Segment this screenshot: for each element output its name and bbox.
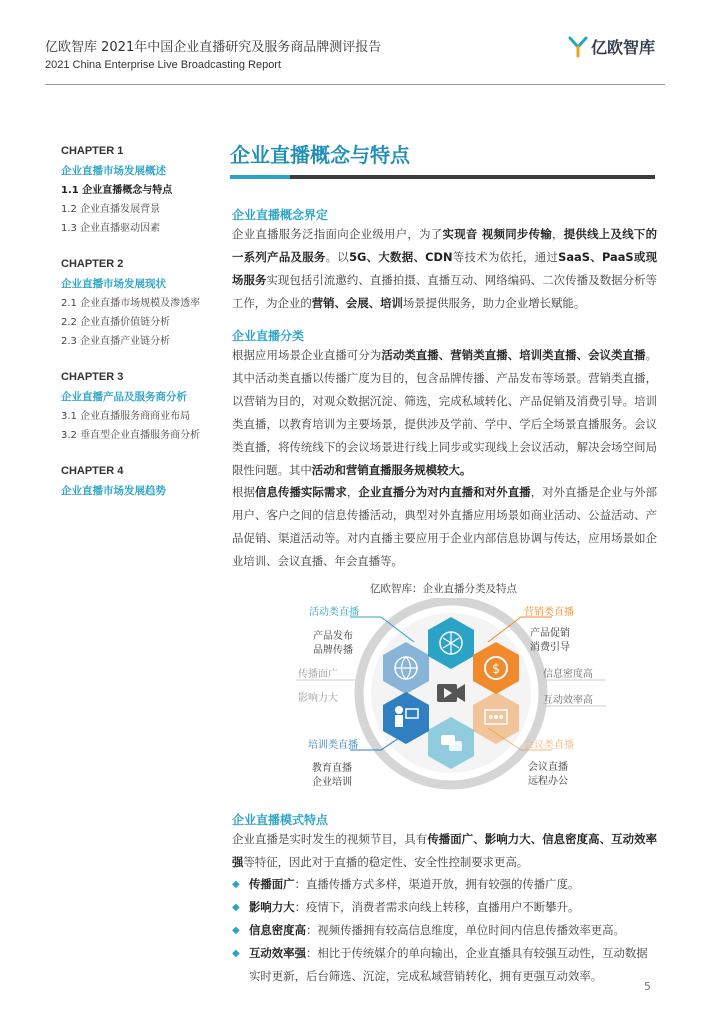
toc-item[interactable]: 2.2 企业直播价值链分析 xyxy=(61,317,171,328)
chapter-title[interactable]: 企业直播市场发展概述 xyxy=(61,165,166,177)
label-activity: 活动类直播 xyxy=(309,607,359,618)
text-bold: 实现音 视频同步传输 xyxy=(442,227,553,241)
bullet-key: 影响力大 xyxy=(249,900,295,914)
bullet-text: ：相比于传统媒介的单向输出，企业直播具有较强互动性，互动数据实时更新，后台筛选、沉淀，完成私域营销转化，拥有更强互动效率。 xyxy=(249,946,648,983)
text: 企业直播服务泛指面向企业级用户，为了 xyxy=(232,227,443,241)
text: 企业直播是实时发生的视频节目，具有 xyxy=(232,832,428,846)
toc-item[interactable]: 1.2 企业直播发展背景 xyxy=(61,204,161,215)
classification-diagram xyxy=(286,598,616,798)
diamond-icon: ◆ xyxy=(232,879,240,890)
text: 。以 xyxy=(325,250,350,264)
text: ， xyxy=(552,227,564,241)
diamond-icon: ◆ xyxy=(232,948,240,959)
toc-item[interactable]: 3.2 垂直型企业直播服务商分析 xyxy=(61,430,201,441)
toc-item[interactable]: 2.3 企业直播产业链分析 xyxy=(61,336,171,347)
label-marketing-d1: 产品促销 xyxy=(530,628,570,639)
diamond-icon: ◆ xyxy=(232,925,240,936)
chapter-3 xyxy=(61,368,221,445)
page-number: 5 xyxy=(644,980,651,993)
chapter-title[interactable]: 企业直播市场发展趋势 xyxy=(61,485,166,497)
label-activity-d2: 品牌传播 xyxy=(313,645,353,656)
bullet-text: ：视频传播拥有较高信息维度，单位时间内信息传播效率更高。 xyxy=(305,923,625,937)
text: ， xyxy=(346,485,359,499)
chapter-title[interactable]: 企业直播产品及服务商分析 xyxy=(61,391,187,403)
report-title: 亿欧智库 2021年中国企业直播研究及服务商品牌测评报告 xyxy=(45,40,382,55)
chapter-title[interactable]: 企业直播市场发展现状 xyxy=(61,278,166,290)
report-subtitle: 2021 China Enterprise Live Broadcasting Report xyxy=(45,59,282,71)
label-meeting-d1: 会议直播 xyxy=(528,762,568,773)
paragraph xyxy=(232,828,657,874)
chapter-1 xyxy=(61,142,221,238)
section-heading: 企业直播概念界定 xyxy=(232,208,329,222)
text: 等技术为依托，通过 xyxy=(452,250,559,264)
diamond-icon: ◆ xyxy=(232,902,240,913)
label-training-d2: 企业培训 xyxy=(312,777,352,788)
chapter-label: CHAPTER 4 xyxy=(61,465,124,477)
text: 根据 xyxy=(232,485,255,499)
list-item xyxy=(232,942,657,988)
text-bold: SaaS、PaaS或现场服务 xyxy=(232,250,657,287)
bullet-key: 信息密度高 xyxy=(249,923,306,937)
title-underline xyxy=(230,175,655,179)
section-heading: 企业直播分类 xyxy=(232,329,305,343)
toc-item[interactable]: 1.1 企业直播概念与特点 xyxy=(61,185,173,196)
label-meeting-d2: 远程办公 xyxy=(528,776,568,787)
svg-text:$: $ xyxy=(491,662,501,677)
chapter-4 xyxy=(61,462,221,501)
bullet-text: ：疫情下，消费者需求向线上转移，直播用户不断攀升。 xyxy=(294,900,580,914)
label-activity-d1: 产品发布 xyxy=(313,631,353,642)
text-bold: 企业直播分为对内直播和对外直播 xyxy=(358,485,531,499)
table-of-contents xyxy=(61,142,221,518)
toc-item[interactable]: 2.1 企业直播市场规模及渗透率 xyxy=(61,298,201,309)
label-right1: 信息密度高 xyxy=(543,669,593,680)
chapter-label: CHAPTER 1 xyxy=(61,145,124,157)
label-training: 培训类直播 xyxy=(308,740,358,751)
text: 场景提供服务，助力企业增长赋能。 xyxy=(402,296,586,310)
label-left2: 影响力大 xyxy=(298,693,338,704)
paragraph xyxy=(232,223,657,315)
label-marketing: 营销类直播 xyxy=(524,607,574,618)
paragraph xyxy=(232,344,657,482)
chapter-label: CHAPTER 3 xyxy=(61,371,124,383)
list-item xyxy=(232,919,657,942)
text-bold: 信息传播实际需求 xyxy=(254,485,347,499)
logo-text: 亿欧智库 xyxy=(591,38,656,57)
label-right2: 互动效率高 xyxy=(543,695,593,706)
text: 。其中活动类直播以传播广度为目的，包含品牌传播、产品发布等场景。营销类直播，以营销为目的，对观众数据沉淀、筛选，完成私域转化、产品促销及消费引导。培训类直播，以教育培训为主要场景，提供涉及学前、学中、学后全场景直播服务。会议类直播，将传统线下的会议场景进行线上同步或实现线上会议活动，解决会场空间局限性问题。其中 xyxy=(232,348,657,477)
chapter-label: CHAPTER 2 xyxy=(61,258,124,270)
chapter-2 xyxy=(61,255,221,351)
bullet-key: 互动效率强 xyxy=(249,946,306,960)
text-bold: 提供线上及线下的一系列产品及服务 xyxy=(232,227,657,264)
paragraph xyxy=(232,481,657,573)
toc-item[interactable]: 1.3 企业直播驱动因素 xyxy=(61,223,161,234)
logo xyxy=(568,35,655,58)
bullet-text: ：直播传播方式多样，渠道开放，拥有较强的传播广度。 xyxy=(294,877,580,891)
logo-icon xyxy=(568,36,588,58)
text: 根据应用场景企业直播可分为 xyxy=(232,348,382,362)
text-bold: 活动和营销直播服务规模较大。 xyxy=(311,463,472,477)
text-bold: 营销、会展、培训 xyxy=(311,296,403,310)
label-marketing-d2: 消费引导 xyxy=(530,642,570,653)
text-bold: 5G、大数据、CDN xyxy=(349,250,453,264)
label-left1: 传播面广 xyxy=(298,669,338,680)
header-divider xyxy=(45,84,665,85)
toc-item[interactable]: 3.1 企业直播服务商商业布局 xyxy=(61,411,191,422)
section-heading: 企业直播模式特点 xyxy=(232,813,329,827)
text: ，对外直播是企业与外部用户、客户之间的信息传播活动，典型对外直播应用场景如商业活动、公益活动、产品促销、渠道活动等。对内直播主要应用于企业内部信息协调与传达，应用场景如企业培训、会议直播、年会直播等。 xyxy=(232,485,657,568)
label-training-d1: 教育直播 xyxy=(312,763,352,774)
text-bold: 活动类直播、营销类直播、培训类直播、会议类直播 xyxy=(381,348,646,362)
text: 实现包括引流邀约、直播拍摄、直播互动、网络编码、二次传播及数据分析等工作，为企业的 xyxy=(232,273,657,310)
page-title: 企业直播概念与特点 xyxy=(230,143,410,167)
text-bold: 传播面广、影响力大、信息密度高、互动效率强 xyxy=(232,832,657,869)
text: 等特征，因此对于直播的稳定性、安全性控制要求更高。 xyxy=(243,855,529,869)
feature-list xyxy=(232,873,657,988)
label-meeting: 会议类直播 xyxy=(524,740,574,751)
video-icon xyxy=(437,684,465,702)
list-item xyxy=(232,896,657,919)
bullet-key: 传播面广 xyxy=(249,877,295,891)
figure-title: 亿欧智库：企业直播分类及特点 xyxy=(370,583,517,595)
list-item xyxy=(232,873,657,896)
